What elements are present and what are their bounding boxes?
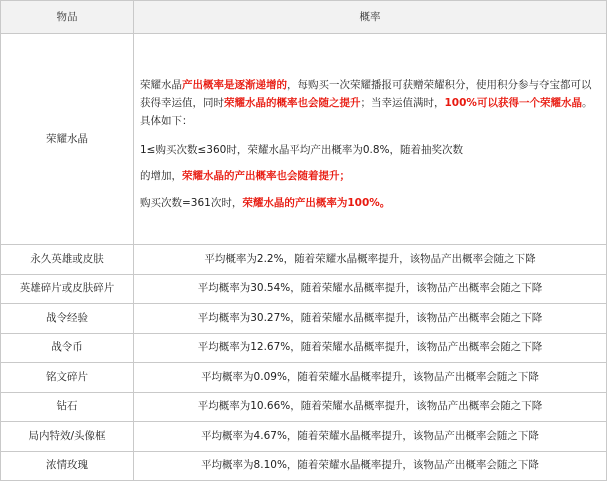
item-rate: 平均概率为0.09%，随着荣耀水晶概率提升，该物品产出概率会随之下降	[134, 363, 607, 393]
item-name: 浓情玫瑰	[1, 451, 134, 481]
desc-text: 的增加，	[140, 169, 182, 182]
item-glory-crystal: 荣耀水晶	[1, 34, 134, 245]
desc-highlight: 荣耀水晶的产出概率也会随着提升；	[182, 169, 350, 182]
table-header-row	[1, 1, 607, 34]
item-name: 铭文碎片	[1, 363, 134, 393]
desc-text: 。具体如下：	[140, 97, 593, 127]
item-rate: 平均概率为12.67%，随着荣耀水晶概率提升，该物品产出概率会随之下降	[134, 333, 607, 363]
item-rate: 平均概率为10.66%，随着荣耀水晶概率提升，该物品产出概率会随之下降	[134, 392, 607, 422]
desc-text: ；当幸运值满时，	[360, 97, 445, 109]
table-row	[1, 274, 607, 304]
table-row	[1, 245, 607, 275]
item-rate: 平均概率为8.10%，随着荣耀水晶概率提升，该物品产出概率会随之下降	[134, 451, 607, 481]
table-row	[1, 333, 607, 363]
table-row	[1, 304, 607, 334]
header-probability: 概率	[134, 1, 607, 34]
description-paragraph-4	[140, 197, 600, 210]
desc-text: 购买次数=361次时，	[140, 197, 243, 210]
desc-highlight: 荣耀水晶的产出概率为100%。	[242, 197, 391, 210]
table-row	[1, 422, 607, 452]
table-row	[1, 363, 607, 393]
description-paragraph-2: 1≤购买次数≤360时，荣耀水晶平均产出概率为0.8%，随着抽奖次数	[140, 144, 463, 156]
item-name: 局内特效/头像框	[1, 422, 134, 452]
item-name: 战令币	[1, 333, 134, 363]
table-row	[1, 451, 607, 481]
item-rate: 平均概率为4.67%，随着荣耀水晶概率提升，该物品产出概率会随之下降	[134, 422, 607, 452]
item-rate: 平均概率为2.2%，随着荣耀水晶概率提升，该物品产出概率会随之下降	[134, 245, 607, 275]
item-rate: 平均概率为30.27%，随着荣耀水晶概率提升，该物品产出概率会随之下降	[134, 304, 607, 334]
desc-text: 荣耀水晶	[140, 79, 182, 91]
desc-highlight: 100%可以获得一个荣耀水晶	[444, 97, 582, 109]
item-name: 战令经验	[1, 304, 134, 334]
table-row-glory-crystal	[1, 34, 607, 245]
description-paragraph-3	[140, 170, 600, 183]
item-name: 钻石	[1, 392, 134, 422]
desc-highlight: 荣耀水晶的概率也会随之提升	[224, 97, 361, 109]
item-rate: 平均概率为30.54%，随着荣耀水晶概率提升，该物品产出概率会随之下降	[134, 274, 607, 304]
description-paragraph-1	[140, 76, 600, 130]
desc-highlight: 产出概率是逐渐递增的	[182, 79, 287, 91]
table-row	[1, 392, 607, 422]
header-item: 物品	[1, 1, 134, 34]
desc-text: ，每购买一次荣耀播报可获赠荣耀积分，使用积分参与夺宝都可以获得幸运值，同时	[140, 79, 592, 109]
item-name: 永久英雄或皮肤	[1, 245, 134, 275]
item-name: 英雄碎片或皮肤碎片	[1, 274, 134, 304]
glory-crystal-description	[134, 34, 607, 245]
